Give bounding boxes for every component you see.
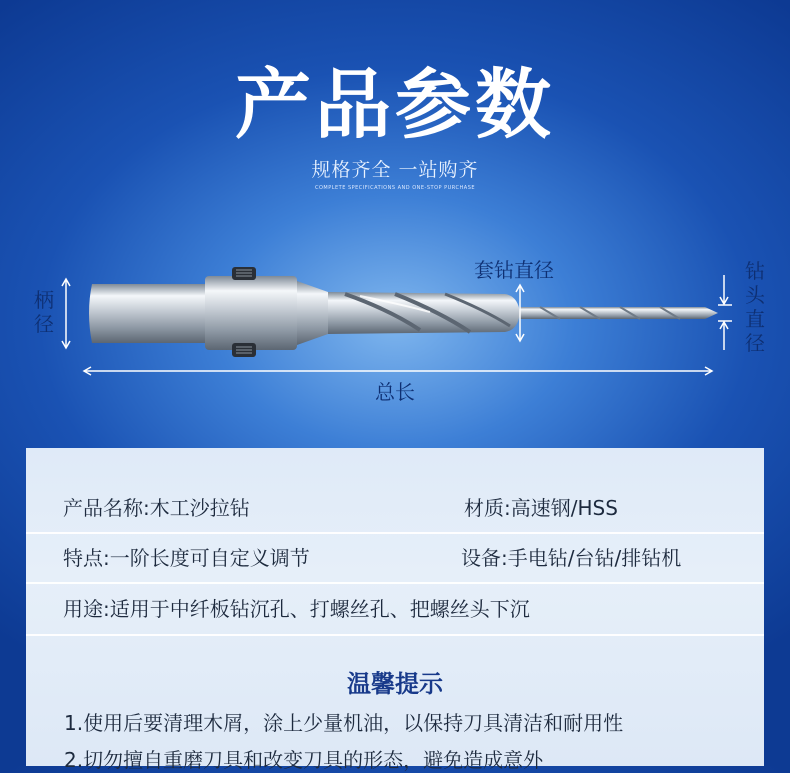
tip-item: 2.切勿擅自重磨刀具和改变刀具的形态，避免造成意外	[64, 748, 544, 772]
drill-shank	[89, 284, 205, 343]
page-subtitle: 规格齐全 一站购齐	[311, 159, 479, 181]
shank-diameter-label: 柄径	[34, 288, 54, 336]
tips-title: 温馨提示	[347, 670, 443, 698]
bit-diameter-label: 钻头直径	[745, 259, 765, 355]
spec-row	[26, 584, 764, 634]
spec-product-name: 产品名称:木工沙拉钻	[63, 496, 250, 520]
spec-row	[26, 483, 764, 533]
row-divider	[26, 634, 764, 636]
counterbore-flute	[328, 292, 520, 334]
set-screw-bottom	[232, 343, 256, 357]
counterbore-diameter-label: 套钻直径	[474, 258, 554, 282]
drill-collar	[205, 276, 328, 350]
tip-item: 1.使用后要清理木屑，涂上少量机油，以保持刀具清洁和耐用性	[64, 711, 624, 735]
page-title: 产品参数	[235, 60, 555, 149]
spec-feature: 特点:一阶长度可自定义调节	[63, 546, 310, 570]
page-tagline: COMPLETE SPECIFICATIONS AND ONE-STOP PURCHASE	[314, 185, 476, 191]
shank-diameter-dimension	[62, 279, 70, 348]
spec-material: 材质:高速钢/HSS	[464, 496, 618, 520]
set-screw-top	[232, 267, 256, 280]
spec-usage: 用途:适用于中纤板钻沉孔、打螺丝孔、把螺丝头下沉	[63, 597, 530, 621]
total-length-label: 总长	[375, 380, 415, 404]
spec-row	[26, 533, 764, 583]
bit-diameter-dimension	[718, 275, 732, 350]
drill-bit-tip	[520, 307, 718, 319]
spec-equipment: 设备:手电钻/台钻/排钻机	[461, 546, 682, 570]
total-length-dimension	[84, 367, 712, 375]
